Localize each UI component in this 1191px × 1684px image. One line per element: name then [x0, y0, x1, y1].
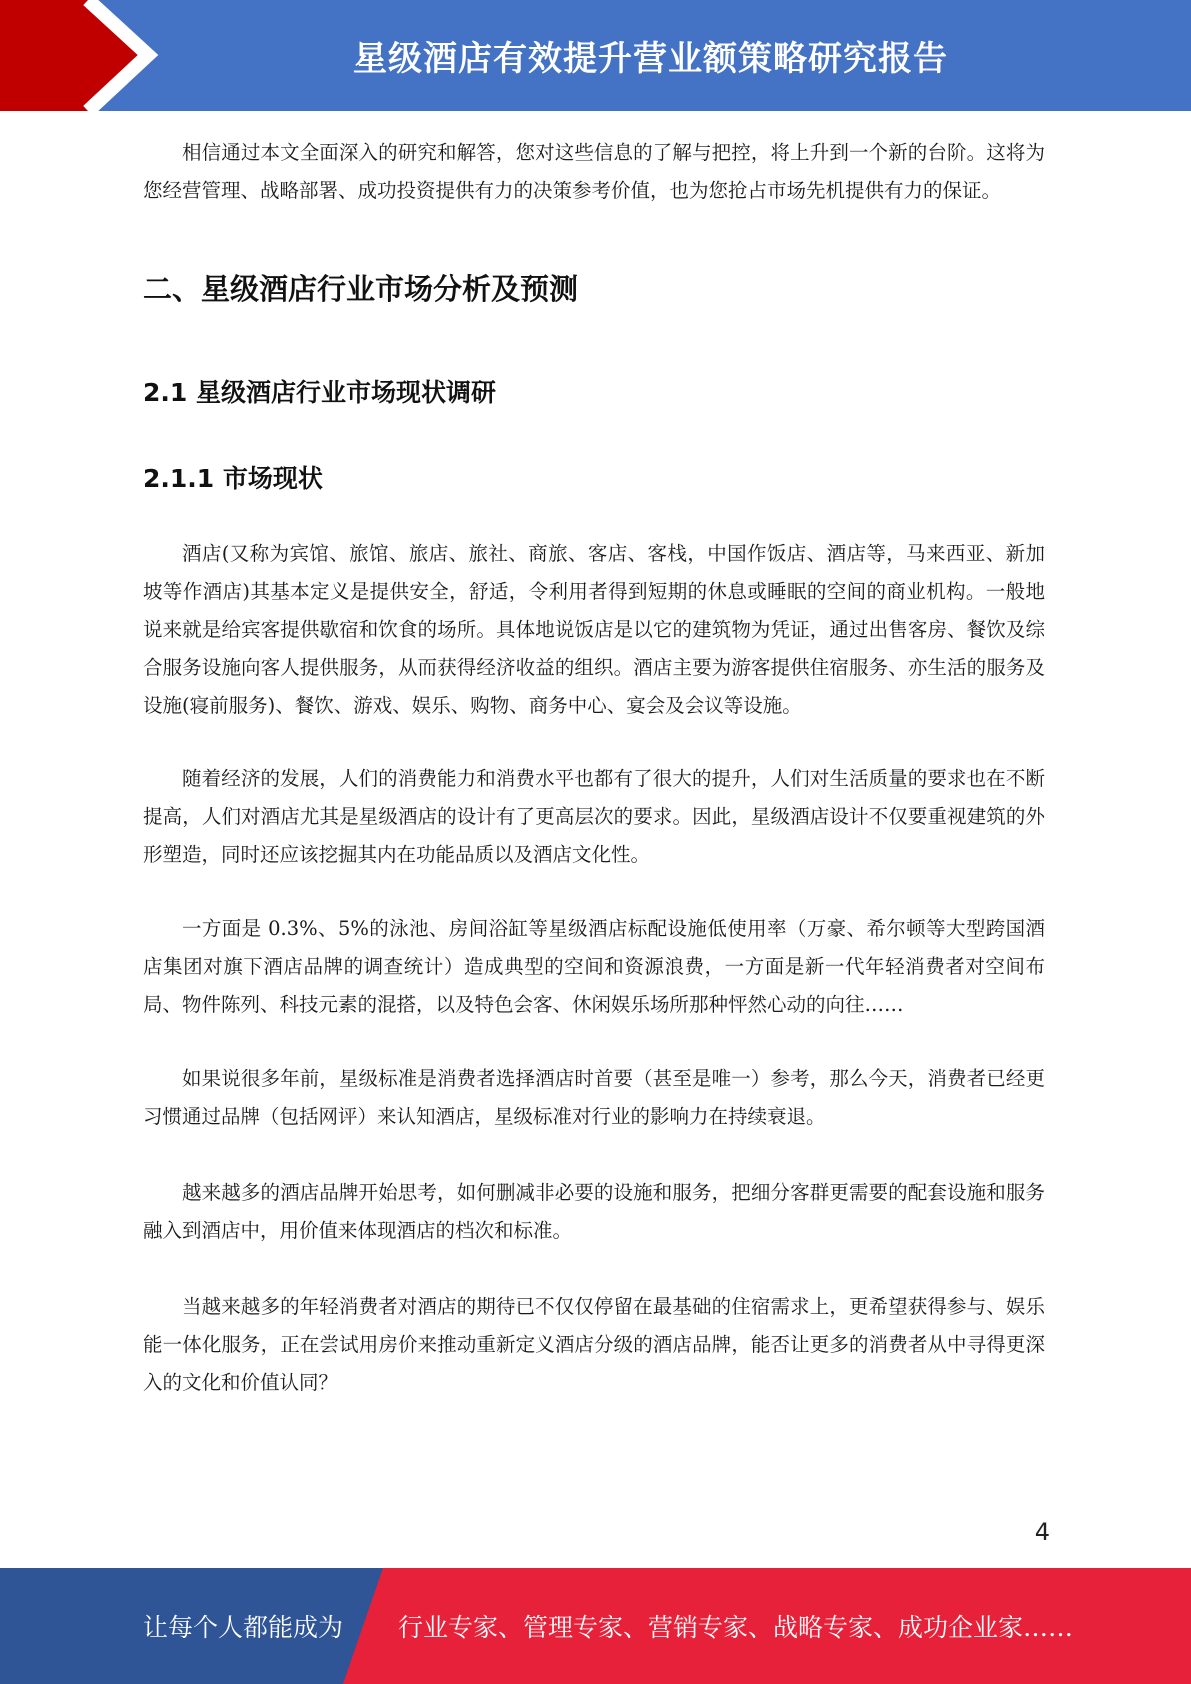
page-footer: [0, 1568, 1191, 1684]
body-paragraph: 如果说很多年前，星级标准是消费者选择酒店时首要（甚至是唯一）参考，那么今天，消费者已经更习惯通过品牌（包括网评）来认知酒店，星级标准对行业的影响力在持续衰退。: [143, 1067, 1045, 1128]
section-heading: 二、星级酒店行业市场分析及预测: [143, 272, 579, 306]
subsubsection-heading: 2.1.1 市场现状: [143, 464, 323, 493]
footer-slogan-left: 让每个人都能成为: [143, 1613, 344, 1642]
body-paragraph: 一方面是 0.3%、5%的泳池、房间浴缸等星级酒店标配设施低使用率（万豪、希尔顿等大型跨国酒店集团对旗下酒店品牌的调查统计）造成典型的空间和资源浪费，一方面是新一代年轻消费者对空间布局、物件陈列、科技元素的混搭，以及特色会客、休闲娱乐场所那种怦然心动的向往……: [143, 917, 1045, 1016]
body-paragraph: 越来越多的酒店品牌开始思考，如何删减非必要的设施和服务，把细分客群更需要的配套设施和服务融入到酒店中，用价值来体现酒店的档次和标准。: [143, 1181, 1045, 1242]
body-paragraph: 当越来越多的年轻消费者对酒店的期待已不仅仅停留在最基础的住宿需求上，更希望获得参与、娱乐能一体化服务，正在尝试用房价来推动重新定义酒店分级的酒店品牌，能否让更多的消费者从中寻得更深入的文化和价值认同？: [143, 1295, 1045, 1394]
body-paragraph: 酒店(又称为宾馆、旅馆、旅店、旅社、商旅、客店、客栈，中国作饭店、酒店等，马来西亚、新加坡等作酒店)其基本定义是提供安全，舒适，令利用者得到短期的休息或睡眠的空间的商业机构。一般地说来就是给宾客提供歇宿和饮食的场所。具体地说饭店是以它的建筑物为凭证，通过出售客房、餐饮及综合服务设施向客人提供服务，从而获得经济收益的组织。酒店主要为游客提供住宿服务、亦生活的服务及设施(寝前服务)、餐饮、游戏、娱乐、购物、商务中心、宴会及会议等设施。: [143, 542, 1045, 717]
page-header: [0, 0, 1191, 111]
page-content: [143, 134, 1045, 1402]
footer-slogan-right: 行业专家、管理专家、营销专家、战略专家、成功企业家……: [398, 1613, 1074, 1642]
report-title: 星级酒店有效提升营业额策略研究报告: [353, 39, 948, 79]
page-number: 4: [1034, 1518, 1050, 1546]
body-paragraph: 随着经济的发展，人们的消费能力和消费水平也都有了很大的提升，人们对生活质量的要求也在不断提高，人们对酒店尤其是星级酒店的设计有了更高层次的要求。因此，星级酒店设计不仅要重视建筑的外形塑造，同时还应该挖掘其内在功能品质以及酒店文化性。: [143, 767, 1045, 866]
intro-paragraph: 相信通过本文全面深入的研究和解答，您对这些信息的了解与把控，将上升到一个新的台阶。这将为您经营管理、战略部署、成功投资提供有力的决策参考价值，也为您抢占市场先机提供有力的保证。: [143, 141, 1045, 202]
subsection-heading: 2.1 星级酒店行业市场现状调研: [143, 378, 496, 407]
